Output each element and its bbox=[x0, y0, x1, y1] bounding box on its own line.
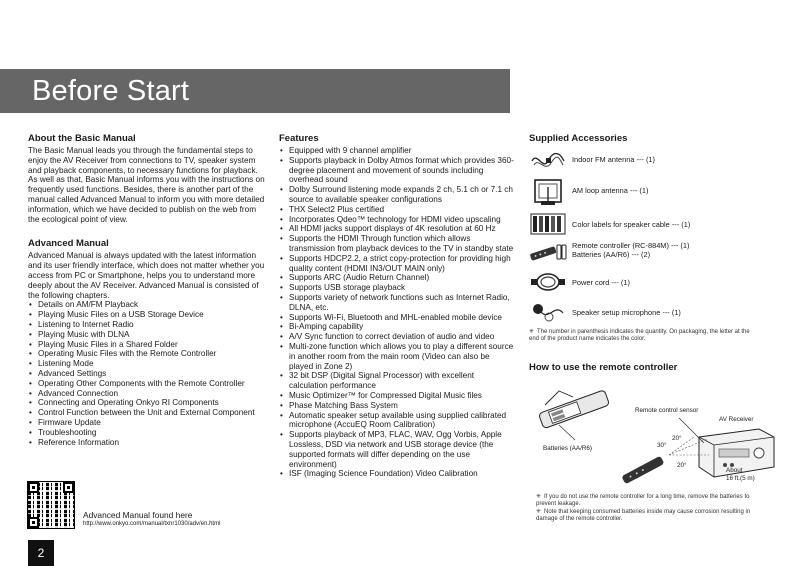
accessory-fm-antenna bbox=[529, 149, 779, 175]
accessory-microphone bbox=[529, 299, 779, 325]
list-item: • Multi-zone function which allows you to play a different source in another room from the main room (Video can also be played in Zone 2) bbox=[279, 342, 515, 371]
note-mark: ✳ bbox=[536, 508, 542, 515]
advanced-manual-heading: Advanced Manual bbox=[28, 238, 109, 250]
list-item: • Playing Music Files on a USB Storage Device bbox=[28, 310, 266, 320]
remote-note-item: ✳ If you do not use the remote controller for a long time, remove the batteries to prevent leakage. bbox=[536, 494, 750, 508]
basic-manual-heading: About the Basic Manual bbox=[28, 133, 136, 144]
accessory-label: Color labels for speaker cable --- (1) bbox=[572, 220, 691, 229]
qr-code-icon[interactable] bbox=[28, 482, 74, 528]
advanced-manual-url-link[interactable]: http://www.onkyo.com/manual/txnr1030/adv/en.html bbox=[83, 521, 221, 527]
note-mark: ✳ bbox=[536, 494, 542, 500]
remote-controller-icon bbox=[529, 239, 567, 263]
angle-20-bottom-label: 20° bbox=[677, 462, 687, 469]
accessories-note-text: The number in parenthesis indicates the quantity. On packaging, the letter at the end of the product name indicates the color. bbox=[529, 329, 750, 343]
advanced-manual-link-block bbox=[83, 510, 220, 528]
angle-30-label: 30° bbox=[657, 442, 667, 449]
accessory-remote-controller bbox=[529, 239, 779, 265]
am-loop-antenna-icon bbox=[529, 177, 567, 207]
list-item: • Supports the HDMI Through function which allows transmission from playback devices to the TV in standby state bbox=[279, 234, 515, 254]
basic-manual-body: The Basic Manual leads you through the fundamental steps to enjoy the AV Receiver from connections to TV, speaker system and playback components, to necessary functions for playback. As well as that, Basic Manual informs you with the instructions on frequently used functions. Besides, there is another part of the manual called Advanced Manual to inform you with more detailed information, which we have decided to publish on the web from the ecological point of view. bbox=[28, 146, 265, 224]
list-item: • Dolby Surround listening mode expands 2 ch, 5.1 ch or 7.1 ch source to available speaker configurations bbox=[279, 185, 515, 205]
list-item: • Control Function between the Unit and External Component bbox=[28, 408, 266, 418]
chapter-list bbox=[28, 300, 266, 447]
features-list bbox=[279, 146, 515, 479]
about-label: About bbox=[726, 467, 743, 474]
list-item: • Details on AM/FM Playback bbox=[28, 300, 266, 310]
features-heading: Features bbox=[279, 133, 319, 144]
list-item: • THX Select2 Plus certified bbox=[279, 205, 515, 215]
accessory-am-loop-antenna bbox=[529, 177, 779, 209]
angle-20-top-label: 20° bbox=[672, 435, 682, 442]
list-item: • Supports variety of network functions such as Internet Radio, DLNA, etc. bbox=[279, 293, 515, 313]
list-item: • Playing Music Files in a Shared Folder bbox=[28, 340, 266, 350]
list-item: • Advanced Connection bbox=[28, 389, 266, 399]
list-item: • Supports ARC (Audio Return Channel) bbox=[279, 273, 515, 283]
microphone-icon bbox=[529, 299, 567, 323]
advanced-manual-found-label: Advanced Manual found here bbox=[83, 510, 193, 520]
list-item: • 32 bit DSP (Digital Signal Processor) with excellent calculation performance bbox=[279, 371, 515, 391]
advanced-manual-intro: Advanced Manual is always updated with the latest information and its user friendly interface, which does not matter whether you access from PC or Smartphone, helps you to understand more deeply about the AV Receiver. Advanced Manual is consisted of the following chapters. bbox=[28, 251, 265, 300]
list-item: • Listening to Internet Radio bbox=[28, 320, 266, 330]
accessory-label: Speaker setup microphone --- (1) bbox=[572, 308, 681, 317]
list-item: • Music Optimizer™ for Compressed Digital Music files bbox=[279, 391, 515, 401]
list-item: • ISF (Imaging Science Foundation) Video Calibration bbox=[279, 469, 515, 479]
remote-usage-figure bbox=[529, 385, 779, 485]
list-item: • Listening Mode bbox=[28, 359, 266, 369]
list-item: • Firmware Update bbox=[28, 418, 266, 428]
list-item: • Supports playback of MP3, FLAC, WAV, Ogg Vorbis, Apple Lossless, DSD via network and USB storage device (the supported formats will differ depending on the use environment) bbox=[279, 430, 515, 469]
accessory-color-labels bbox=[529, 211, 779, 239]
fm-antenna-icon bbox=[529, 149, 567, 173]
column-features bbox=[279, 133, 515, 479]
batteries-label: Batteries (AA/R6) bbox=[543, 445, 592, 452]
accessories-heading: Supplied Accessories bbox=[529, 133, 628, 144]
remote-usage-heading: How to use the remote controller bbox=[529, 362, 678, 373]
page-number: 2 bbox=[28, 540, 54, 566]
accessory-label: AM loop antenna --- (1) bbox=[572, 186, 649, 195]
remote-sensor-label: Remote control sensor bbox=[635, 407, 699, 414]
accessories-note bbox=[529, 329, 761, 344]
list-item: • Reference Information bbox=[28, 438, 266, 448]
list-item: • Supports Wi-Fi, Bluetooth and MHL-enabled mobile device bbox=[279, 313, 515, 323]
color-labels-icon bbox=[529, 211, 567, 237]
list-item: • Troubleshooting bbox=[28, 428, 266, 438]
list-item: • Bi-Amping capability bbox=[279, 322, 515, 332]
list-item: • Automatic speaker setup available using supplied calibrated microphone (AccuEQ Room Calibration) bbox=[279, 411, 515, 431]
list-item: • Operating Music Files with the Remote Controller bbox=[28, 349, 266, 359]
list-item: • Supports playback in Dolby Atmos format which provides 360-degree placement and movement of sounds including overhead sound bbox=[279, 156, 515, 185]
list-item: • A/V Sync function to correct deviation of audio and video bbox=[279, 332, 515, 342]
list-item: • Connecting and Operating Onkyo RI Components bbox=[28, 398, 266, 408]
accessory-label: Indoor FM antenna --- (1) bbox=[572, 155, 655, 164]
list-item: • Advanced Settings bbox=[28, 369, 266, 379]
title-banner bbox=[0, 69, 510, 113]
accessory-label: Power cord --- (1) bbox=[572, 278, 630, 287]
remote-notes bbox=[536, 494, 756, 524]
accessory-label: Remote controller (RC-884M) --- (1) bbox=[572, 241, 690, 250]
list-item: • Equipped with 9 channel amplifier bbox=[279, 146, 515, 156]
list-item: • Playing Music with DLNA bbox=[28, 330, 266, 340]
list-item: • Supports USB storage playback bbox=[279, 283, 515, 293]
remote-note-item: ✳ Note that keeping consumed batteries inside may cause corrosion resulting in damage of the remote controller. bbox=[536, 508, 751, 523]
list-item: • Phase Matching Bass System bbox=[279, 401, 515, 411]
list-item: • Operating Other Components with the Remote Controller bbox=[28, 379, 266, 389]
accessory-label-batteries: Batteries (AA/R6) --- (2) bbox=[572, 250, 651, 259]
list-item: • Supports HDCP2.2, a strict copy-protection for providing high quality content (HDMI IN3/OUT MAIN only) bbox=[279, 254, 515, 274]
column-basic-manual bbox=[28, 133, 266, 447]
list-item: • Incorporates Qdeo™ technology for HDMI video upscaling bbox=[279, 215, 515, 225]
accessory-power-cord bbox=[529, 269, 779, 295]
note-mark: ✳ bbox=[529, 329, 535, 335]
receiver-label: AV Receiver bbox=[719, 416, 754, 423]
distance-label: 16 ft.(5 m) bbox=[726, 475, 755, 482]
power-cord-icon bbox=[529, 269, 567, 293]
list-item: • All HDMI jacks support displays of 4K resolution at 60 Hz bbox=[279, 224, 515, 234]
page-title: Before Start bbox=[32, 75, 190, 107]
